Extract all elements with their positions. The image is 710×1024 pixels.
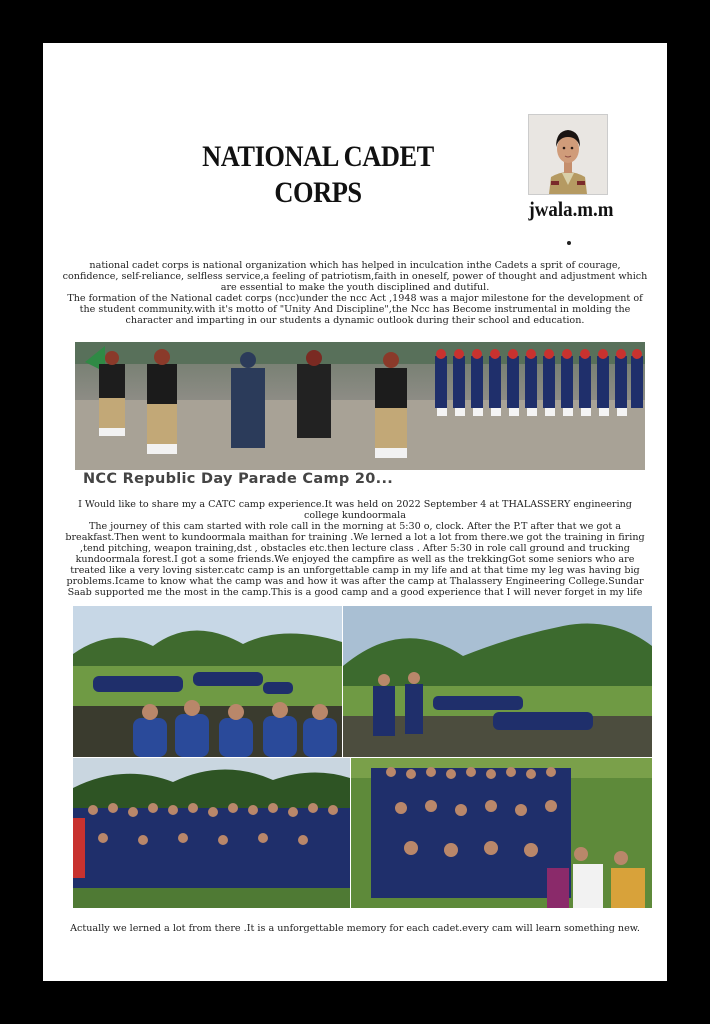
camp-paragraph: The journey of this cam started with role call in the morning at 5:30 o, clock. After the P.T after that we got a breakfast.Then went to kundoormala maithan for training .We lerned a lot a lot from there.we got the training in firing ,tend pitching, weapon training,dst , obstacles etc.then lecture class . After 5:30 in role call ground and trucking kundoormala forest.I got a some friends.We enjoyed the campfire as well as the trekkingGot some seniors who are treated like a very loving sister.catc camp is an unforgettable camp in my life and at that time my leg was having big problems.Icame to know what the camp was and how it was after the camp at Thalassery Engineering College.Sundar Saab supported me the most in the camp.This is a good camp and a good experience that I will never forget in my life — [65, 521, 645, 598]
camp-photo-hillside — [343, 606, 652, 757]
intro-text — [61, 260, 649, 326]
intro-paragraph: national cadet corps is national organization which has helped in inculcation inthe Cadets a sprit of courage, confidence, self-reliance, selfless service,a feeling of patriotism,faith in oneself, power of thought and adjustment which are essential to make the youth disciplined and dutiful. — [62, 260, 648, 293]
closing-text: Actually we lerned a lot from there .It is a unforgettable memory for each cadet.every cam will learn something new. — [70, 923, 640, 934]
camp-photo-group-sitting — [73, 606, 342, 757]
bullet-dot — [567, 241, 571, 245]
document-page — [43, 43, 667, 981]
parade-photo — [75, 342, 645, 470]
camp-photo-large-group — [73, 758, 350, 908]
intro-paragraph: The formation of the National cadet corps (ncc)under the ncc Act ,1948 was a major milestone for the development of the student community.with it's motto of "Unity And Discipline",the Ncc has Become instrumental in molding the character and imparting in our students a dynamic outlook during their school and education. — [67, 293, 643, 326]
camp-photo-selfie-group — [351, 758, 652, 908]
author-photo — [528, 114, 608, 195]
parade-caption: NCC Republic Day Parade Camp 20... — [83, 471, 394, 487]
camp-text — [61, 499, 649, 598]
author-name: jwala.m.m — [528, 197, 614, 221]
page-title: NATIONAL CADET CORPS — [202, 140, 434, 209]
camp-paragraph: I Would like to share my a CATC camp experience.It was held on 2022 September 4 at THALASSERY engineering college kundoormala — [78, 499, 632, 521]
